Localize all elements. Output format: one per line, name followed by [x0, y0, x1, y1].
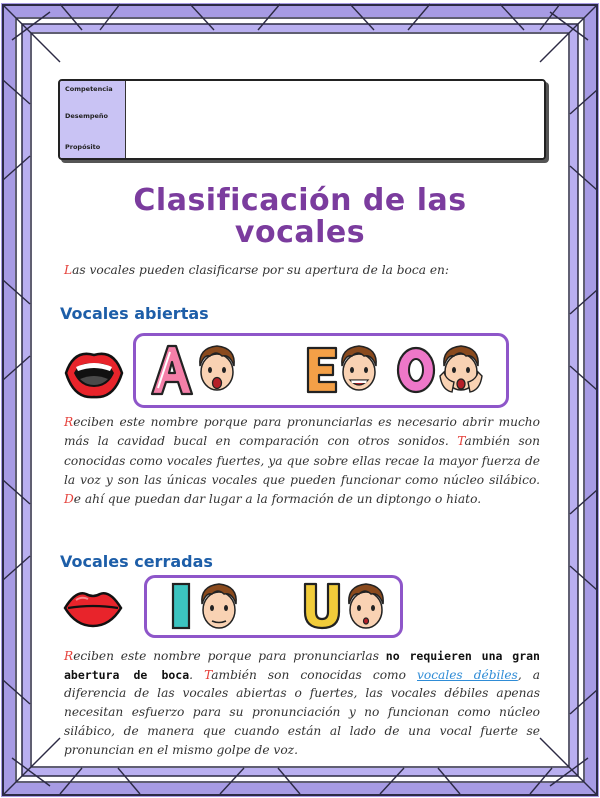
vowel-letter-o	[396, 346, 436, 394]
drop-letter: R	[64, 415, 74, 429]
closed-vowels-paragraph	[64, 647, 540, 759]
paragraph-text: eciben este nombre porque para pronunciarlas es necesario abrir mucho más la cavidad bucal en comparación con otros sonidos.	[64, 415, 540, 449]
open-vowels-heading: Vocales abiertas	[60, 304, 209, 323]
header-value-field[interactable]	[126, 97, 544, 135]
drop-letter: T	[457, 434, 465, 449]
header-row-competencia	[60, 81, 544, 98]
child-face-icon	[438, 342, 484, 396]
child-face-icon	[196, 342, 238, 396]
drop-letter: R	[64, 649, 74, 663]
title-line-1: Clasificación de las	[133, 183, 467, 218]
child-face-icon	[198, 580, 240, 634]
paragraph-text: .	[189, 667, 205, 682]
drop-letter: T	[204, 667, 212, 682]
closed-mouth-icon	[62, 586, 124, 630]
emphasis-text: no requieren una gran abertura de boca	[64, 649, 540, 682]
header-value-field[interactable]	[126, 135, 544, 158]
intro-first-letter: L	[64, 263, 73, 277]
header-label: Propósito	[60, 135, 126, 158]
open-vowels-paragraph	[64, 413, 540, 509]
title-line-2: vocales	[234, 215, 366, 250]
vocales-debiles-link[interactable]: vocales débiles	[417, 667, 518, 682]
vowel-letter-e	[305, 346, 339, 394]
header-value-field[interactable]	[126, 81, 544, 97]
paragraph-text: ambién son conocidas como vocales fuertes, ya que sobre ellas recae la mayor fuerza de la voz y son las únicas vocales que pueden funcionar como núcleo silábico.	[64, 434, 540, 487]
intro-rest: as vocales pueden clasificarse por su apertura de la boca en:	[72, 263, 450, 277]
drop-letter: D	[64, 492, 74, 507]
paragraph-text: ambién son conocidas como	[211, 667, 417, 682]
header-info-table	[58, 79, 546, 160]
vowel-letter-i	[170, 582, 192, 630]
intro-text	[64, 263, 544, 277]
header-row-desempeno	[60, 97, 544, 136]
header-label: Competencia	[60, 81, 126, 97]
open-mouth-icon	[62, 345, 126, 401]
page-title	[60, 185, 540, 249]
paragraph-text: eciben este nombre porque para pronunciarlas	[73, 649, 386, 663]
paragraph-text: e ahí que puedan dar lugar a la formación de un diptongo o hiato.	[73, 492, 482, 507]
header-label: Desempeño	[60, 97, 126, 135]
paragraph-text: , a diferencia de las vocales abiertas o fuertes, las vocales débiles apenas necesitan esfuerzo para su pronunciación y no funcionan como núcleo silábico, de manera que cuando están al lado de una vocal fuerte se pronuncian en el mismo golpe de voz.	[64, 667, 541, 757]
header-row-proposito	[60, 135, 544, 158]
vowel-letter-a	[148, 344, 196, 396]
child-face-icon	[338, 342, 380, 396]
closed-vowels-heading: Vocales cerradas	[60, 552, 213, 571]
child-face-icon	[345, 580, 387, 634]
vowel-letter-u	[302, 582, 342, 630]
